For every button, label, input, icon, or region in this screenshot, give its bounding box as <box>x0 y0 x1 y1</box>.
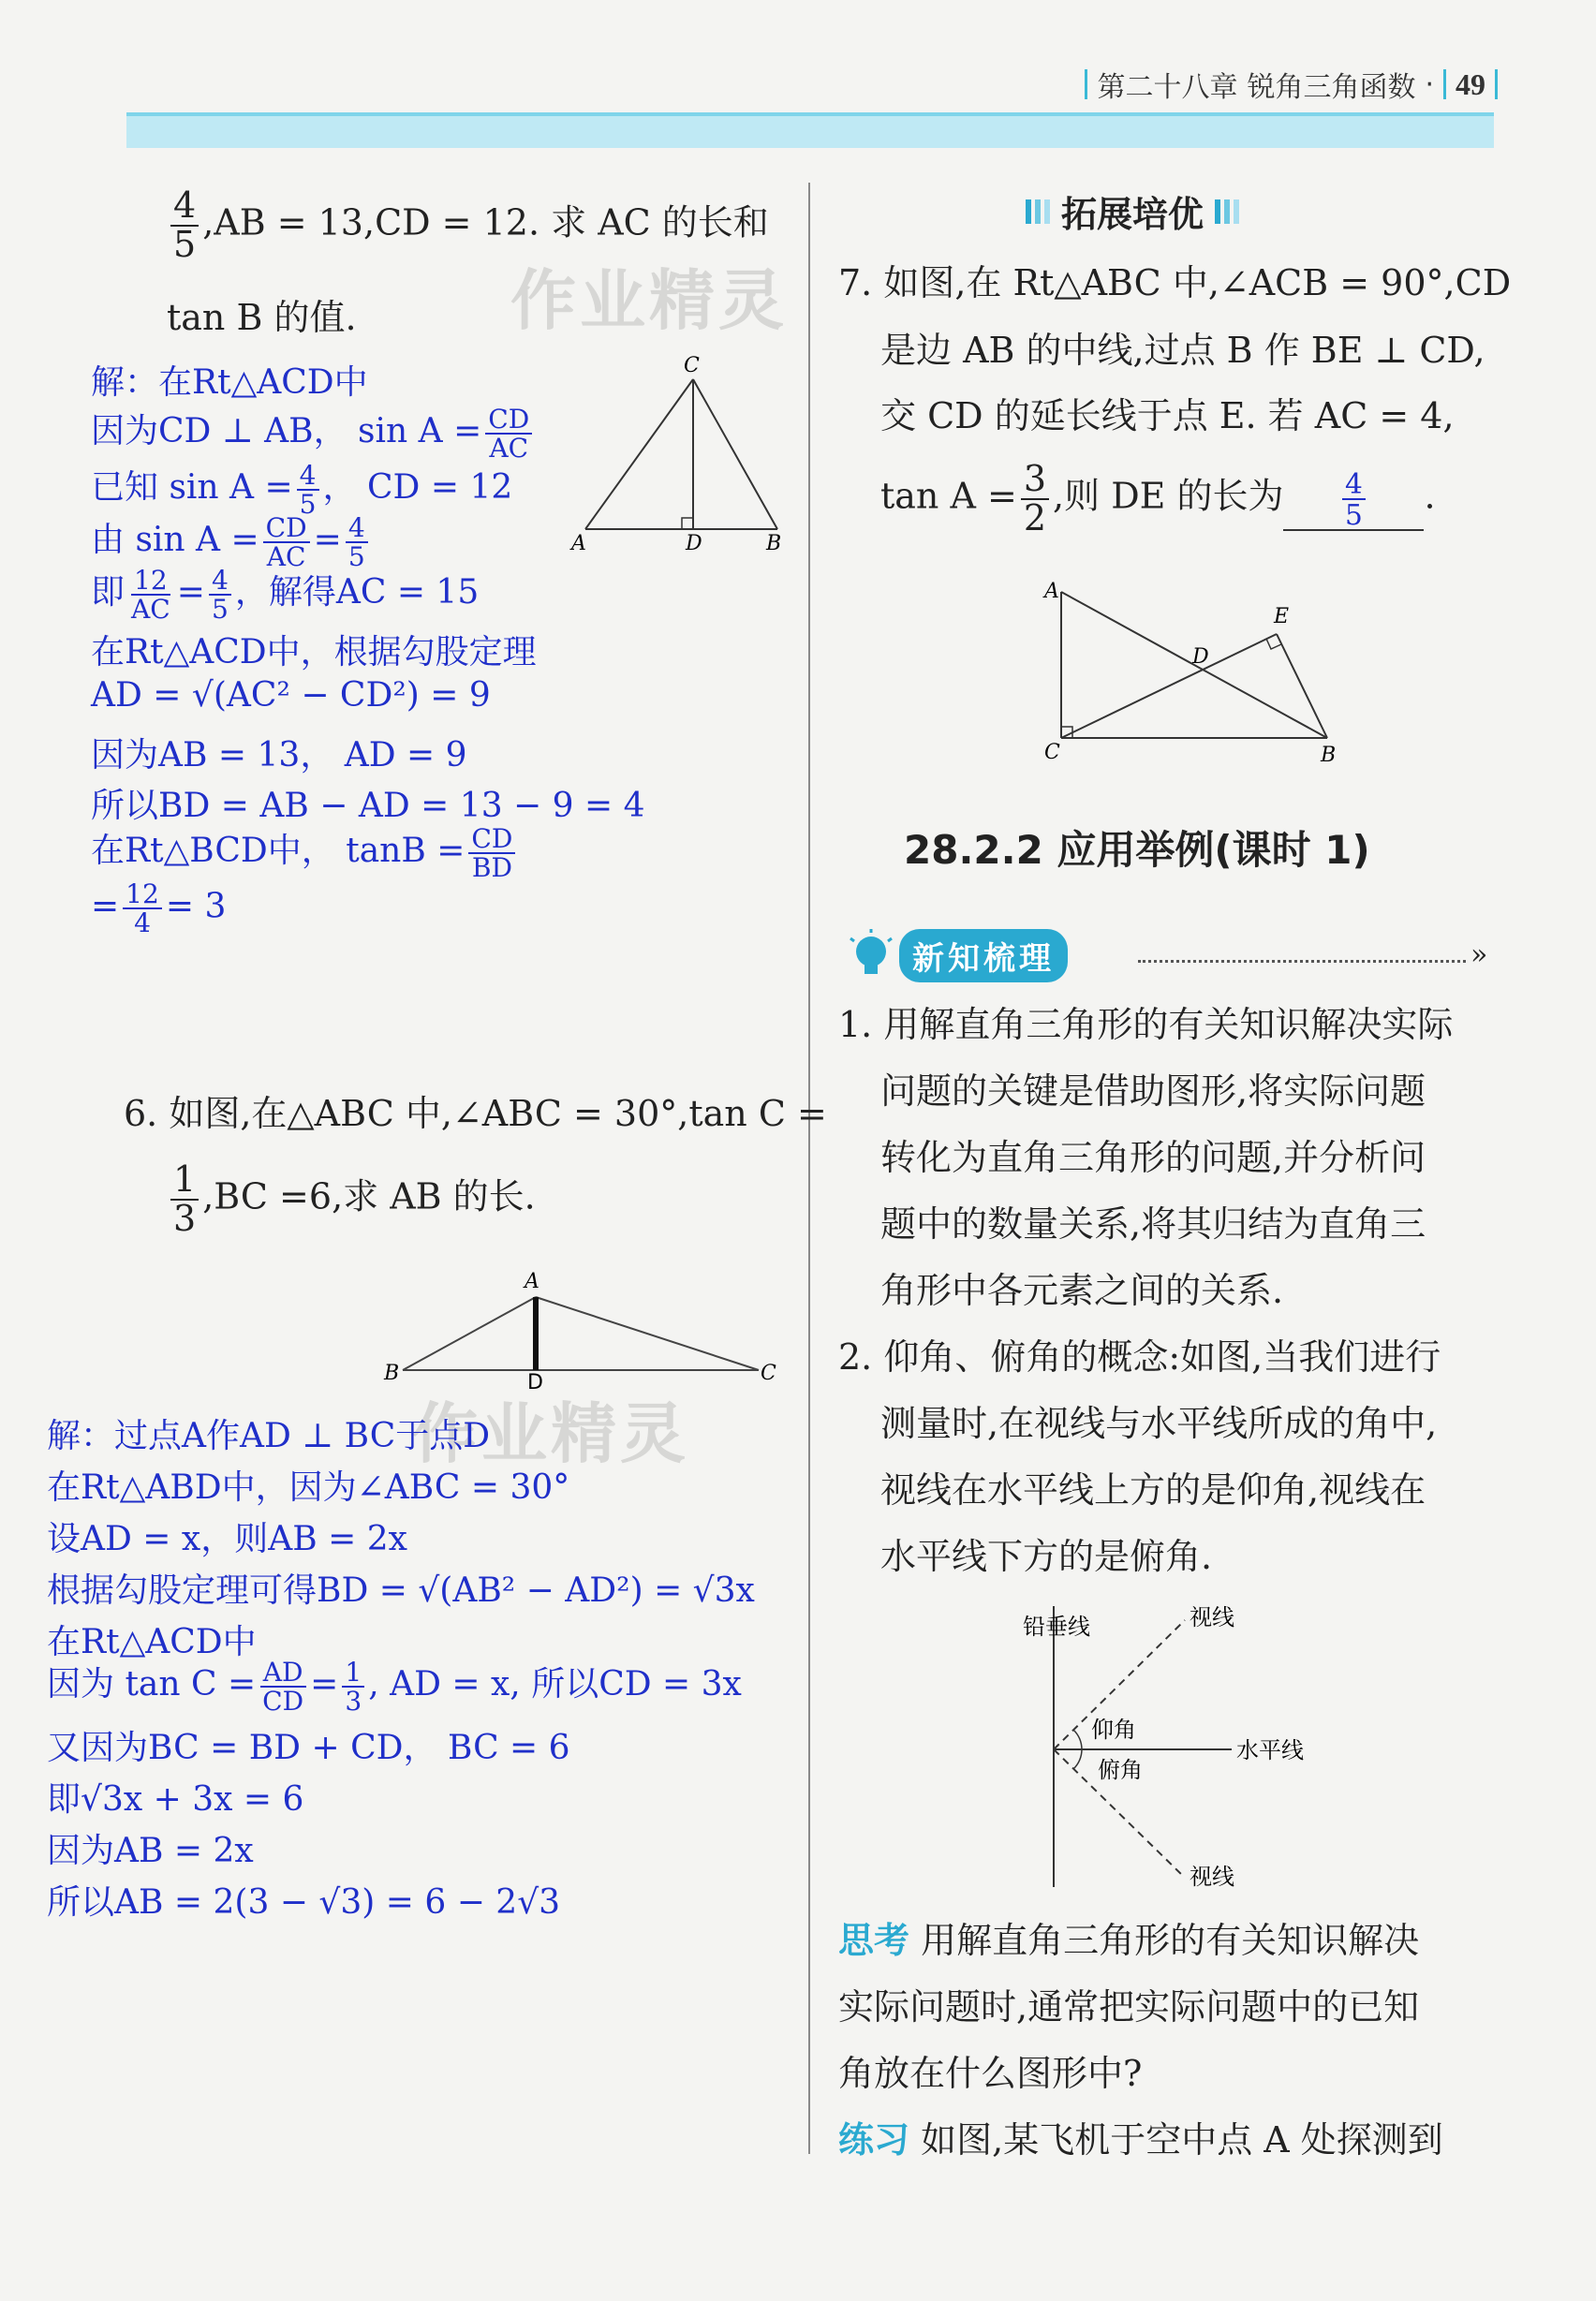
sol6-line: 即√3x + 3x = 6 <box>47 1780 304 1819</box>
sol6-line: 又因为BC = BD + CD， BC = 6 <box>47 1729 570 1767</box>
chapter-label: 第二十八章 <box>1097 71 1238 104</box>
vertical-line-label: 铅垂线 <box>1023 1614 1090 1640</box>
label-c: C <box>761 1362 776 1385</box>
header-bar <box>1495 69 1498 99</box>
sight-up-label: 视线 <box>1190 1604 1234 1630</box>
q6-line2: $\frac{1}{3}$ ,BC =6,求 AB 的长. <box>167 1161 536 1238</box>
horizontal-label: 水平线 <box>1236 1737 1304 1763</box>
label-e: E <box>1274 605 1290 628</box>
title-ticks <box>1026 199 1050 224</box>
arrow-icon: » <box>1470 938 1488 971</box>
sol5-line: = $\frac{12}{4}$ = 3 <box>91 878 227 939</box>
think-line: 角放在什么图形中? <box>838 2053 1143 2094</box>
sol6-line: 因为 tan C = $\frac{AD}{CD}$ = $\frac{1}{3}$ , AD = x, 所以CD = 3x <box>47 1656 742 1717</box>
practice-tag: 练习 <box>838 2119 910 2161</box>
q7-line2: 是边 AB 的中线,过点 B 作 BE ⊥ CD, <box>880 330 1485 371</box>
p1-line: 题中的数量关系,将其归结为直角三 <box>880 1203 1426 1245</box>
sol6-line: 在Rt△ABD中，因为∠ABC = 30° <box>47 1468 570 1507</box>
sol6-line: 所以AB = 2(3 − √3) = 6 − 2√3 <box>47 1883 561 1922</box>
lesson-heading: 28.2.2 应用举例(课时 1) <box>904 827 1370 873</box>
new-knowledge-label: 新知梳理 <box>843 927 1068 983</box>
depression-label: 俯角 <box>1098 1757 1143 1783</box>
figure-elevation-depression <box>1012 1597 1330 1896</box>
column-divider <box>808 183 810 2154</box>
label-b: B <box>766 532 782 555</box>
fraction: $\frac{4}{5}$ <box>170 187 199 264</box>
page-number: 49 <box>1456 66 1485 101</box>
p2-line: 2. 仰角、俯角的概念:如图,当我们进行 <box>838 1336 1441 1378</box>
q7-answer-blank <box>1283 466 1424 531</box>
sol5-line: 解：在Rt△ACD中 <box>91 363 368 402</box>
label-a: A <box>571 532 586 555</box>
watermark: 作业精灵 <box>412 1395 689 1472</box>
sol5-line: 在Rt△BCD中， tanB = $\frac{CD}{BD}$ <box>91 824 519 881</box>
sol6-line: 因为AB = 2x <box>47 1832 254 1870</box>
label-d: D <box>527 1371 543 1391</box>
sol6-line: 解：过点A作AD ⊥ BC于点D <box>47 1417 491 1455</box>
p1-line: 问题的关键是借助图形,将实际问题 <box>880 1070 1426 1112</box>
title-ticks <box>1215 199 1239 224</box>
header-bar <box>1085 69 1087 99</box>
think-line: 思考 用解直角三角形的有关知识解决 <box>838 1920 1420 1961</box>
p1-line: 角形中各元素之间的关系. <box>880 1270 1284 1311</box>
p2-line: 水平线下方的是俯角. <box>880 1536 1213 1577</box>
sol5-line: 在Rt△ACD中，根据勾股定理 <box>91 633 537 671</box>
sol5-line: 所以BD = AB − AD = 13 − 9 = 4 <box>91 787 645 825</box>
q5-continuation: $\frac{4}{5}$ ,AB = 13,CD = 12. 求 AC 的长和 <box>167 187 769 264</box>
label-d: D <box>1192 645 1209 669</box>
sol5-line: 已知 sin A = $\frac{4}{5}$ ， CD = 12 <box>91 459 513 520</box>
label-b: B <box>384 1362 400 1385</box>
elevation-label: 仰角 <box>1091 1717 1136 1743</box>
p1-line: 1. 用解直角三角形的有关知识解决实际 <box>838 1004 1454 1045</box>
label-a: A <box>1044 580 1059 603</box>
label-c: C <box>684 354 700 377</box>
practice-line: 练习 如图,某飞机于空中点 A 处探测到 <box>838 2119 1443 2161</box>
q6-line1: 6. 如图,在△ABC 中,∠ABC = 30°,tan C = <box>124 1093 827 1134</box>
lightbulb-icon <box>843 927 899 983</box>
figure-triangle-abc <box>375 1269 796 1391</box>
p2-line: 测量时,在视线与水平线所成的角中, <box>880 1403 1438 1444</box>
fraction: $\frac{1}{3}$ <box>170 1161 199 1238</box>
watermark: 作业精灵 <box>510 262 788 339</box>
figure-triangle-acd <box>562 351 796 562</box>
think-line: 实际问题时,通常把实际问题中的已知 <box>838 1986 1420 2028</box>
sol5-line: 由 sin A = $\frac{CD}{AC}$ = $\frac{4}{5}$ <box>91 513 372 570</box>
chapter-title: 锐角三角函数 <box>1247 71 1416 104</box>
q7-line4: tan A = $\frac{3}{2}$ ,则 DE 的长为 $\frac{4}{5}$ . <box>880 458 1436 538</box>
sol6-line: 在Rt△ACD中 <box>47 1623 257 1661</box>
label-d: D <box>686 532 702 555</box>
fraction: $\frac{3}{2}$ <box>1021 461 1049 538</box>
q7-line1: 7. 如图,在 Rt△ABC 中,∠ACB = 90°,CD <box>838 262 1512 303</box>
sol6-line: 根据勾股定理可得BD = √(AB² − AD²) = √3x <box>47 1571 755 1610</box>
sol5-line: 即 $\frac{12}{AC}$ = $\frac{4}{5}$ ，解得AC = 15 <box>91 564 480 625</box>
header-bar <box>1443 69 1446 99</box>
sol6-line: 设AD = x，则AB = 2x <box>47 1520 407 1558</box>
label-b: B <box>1321 744 1337 767</box>
think-tag: 思考 <box>838 1920 910 1961</box>
q7-line3: 交 CD 的延长线于点 E. 若 AC = 4, <box>880 395 1455 436</box>
label-a: A <box>525 1270 539 1293</box>
sight-down-label: 视线 <box>1190 1864 1234 1890</box>
p1-line: 转化为直角三角形的问题,并分析问 <box>880 1137 1426 1178</box>
dotted-rule <box>1138 960 1466 963</box>
figure-q7 <box>1035 571 1353 773</box>
q5-line2: tan B 的值. <box>167 297 357 338</box>
q7-answer: $\frac{4}{5}$ <box>1342 469 1366 529</box>
header-band <box>126 112 1494 148</box>
header-separator: · <box>1425 67 1434 101</box>
sol5-line: AD = √(AC² − CD²) = 9 <box>91 676 491 715</box>
label-c: C <box>1044 741 1060 764</box>
page-header <box>1085 64 1498 105</box>
sol5-line: 因为CD ⊥ AB， sin A = $\frac{CD}{AC}$ <box>91 405 536 462</box>
p2-line: 视线在水平线上方的是仰角,视线在 <box>880 1469 1426 1511</box>
section-title-extension: 拓展培优 <box>1026 185 1239 237</box>
sol5-line: 因为AB = 13， AD = 9 <box>91 736 467 774</box>
